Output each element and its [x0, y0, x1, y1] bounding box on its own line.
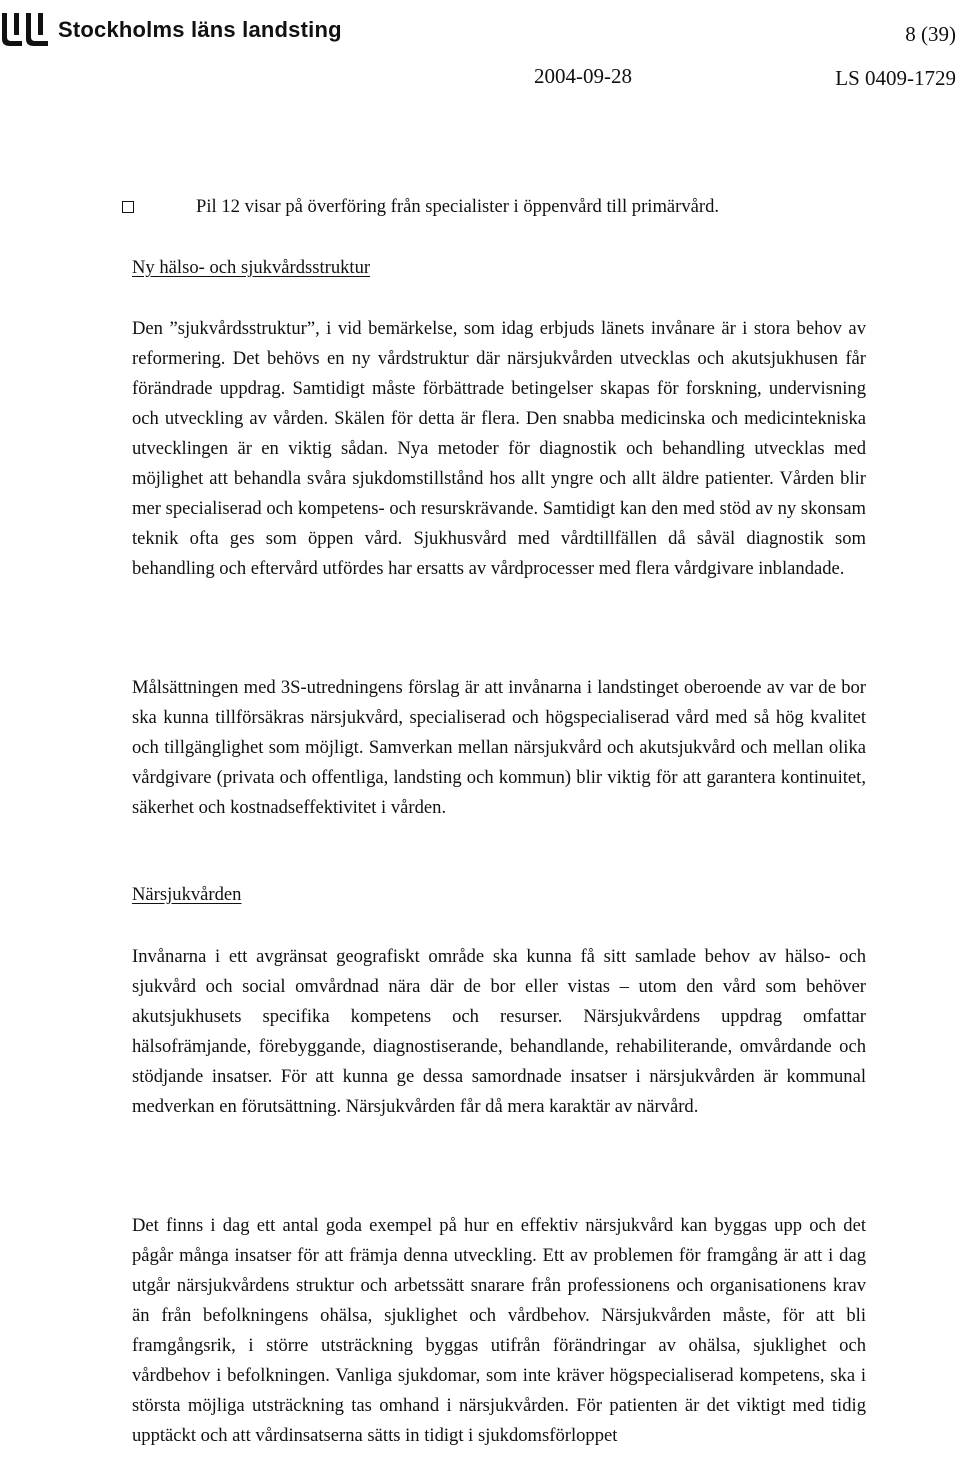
paragraph: Invånarna i ett avgränsat geografiskt område ska kunna få sitt samlade behov av hälso- och sjukvård och social omvårdnad nära där de bor eller vistas – utom den vård som behöver akutsjukhusets specifika kompetens och resurser. Närsjukvårdens uppdrag omfattar hälsofrämjande, förebyggande, diagnostiserande, behandlande, rehabiliterande, omvårdande och stödjande insatser. För att kunna ge dessa samordnade insatser i närsjukvården är kommunal medverkan en förutsättning. Närsjukvården får då mera karaktär av närvård. [132, 946, 866, 1117]
paragraph: Det finns i dag ett antal goda exempel på hur en effektiv närsjukvård kan byggas upp och det pågår många insatser för att främja denna utveckling. Ett av problemen för framgång är att i dag utgår närsjukvårdens struktur och arbetssätt snarare från professionens och organisationens krav än från befolkningens ohälsa, sjuklighet och vårdbehov. Närsjukvården måste, för att bli framgångsrik, i större utsträckning byggas utifrån förändringar av ohälsa, sjuklighet och vårdbehov i befolkningen. Vanliga sjukdomar, som inte kräver högspecialiserad kompetens, ska i största möjliga utsträckning tas omhand i närsjukvården. För patienten är det viktigt med tidig upptäckt och att vårdinsatserna sätts in tidigt i sjukdomsförloppet [132, 1215, 866, 1446]
paragraph: Målsättningen med 3S-utredningens förslag är att invånarna i landstinget oberoende av var de bor ska kunna tillförsäkras närsjukvård, specialiserad och högspecialiserad vård med så hög kvalitet och tillgänglighet som möjligt. Samverkan mellan närsjukvård och akutsjukvård och mellan olika vårdgivare (privata och offentliga, landsting och kommun) blir viktig för att garantera kontinuitet, säkerhet och kostnadseffektivitet i vården. [132, 677, 866, 818]
document-date: 2004-09-28 [534, 64, 632, 88]
page-number: 8 (39) [905, 22, 956, 46]
checkbox-bullet-icon [122, 201, 134, 213]
organization-logo [0, 10, 342, 50]
section-heading-narsjukvarden: Närsjukvården [132, 884, 242, 905]
organization-name: Stockholms läns landsting [58, 17, 342, 42]
paragraph: Den ”sjukvårdsstruktur”, i vid bemärkelse, som idag erbjuds länets invånare är i stora behov av reformering. Det behövs en ny vårdstruktur där närsjukvården utvecklas och akutsjukhusen får förändrade uppdrag. Samtidigt måste förbättrade betingelser skapas för forskning, undervisning och utveckling av vården. Skälen för detta är flera. Den snabba medicinska och medicintekniska utvecklingen är en viktig sådan. Nya metoder för diagnostik och behandling utvecklas med möjlighet att behandla svåra sjukdomstillstånd hos allt yngre och allt äldre patienter. Vården blir mer specialiserad och kompetens- och resurskrävande. Samtidigt kan den med stöd av ny skonsam teknik ofta ges som öppen vård. Sjukhusvård med vårdtillfällen då såväl diagnostik som behandling och eftervård utfördes har ersatts av vårdprocesser med flera vårdgivare inblandade. [132, 318, 866, 579]
section-heading-ny-struktur: Ny hälso- och sjukvårdsstruktur [132, 257, 371, 278]
landsting-logo-icon [0, 11, 52, 49]
bullet-text: Pil 12 visar på överföring från specialister i öppenvård till primärvård. [196, 196, 720, 217]
document-reference: LS 0409-1729 [835, 66, 956, 90]
bullet-item [122, 196, 719, 218]
